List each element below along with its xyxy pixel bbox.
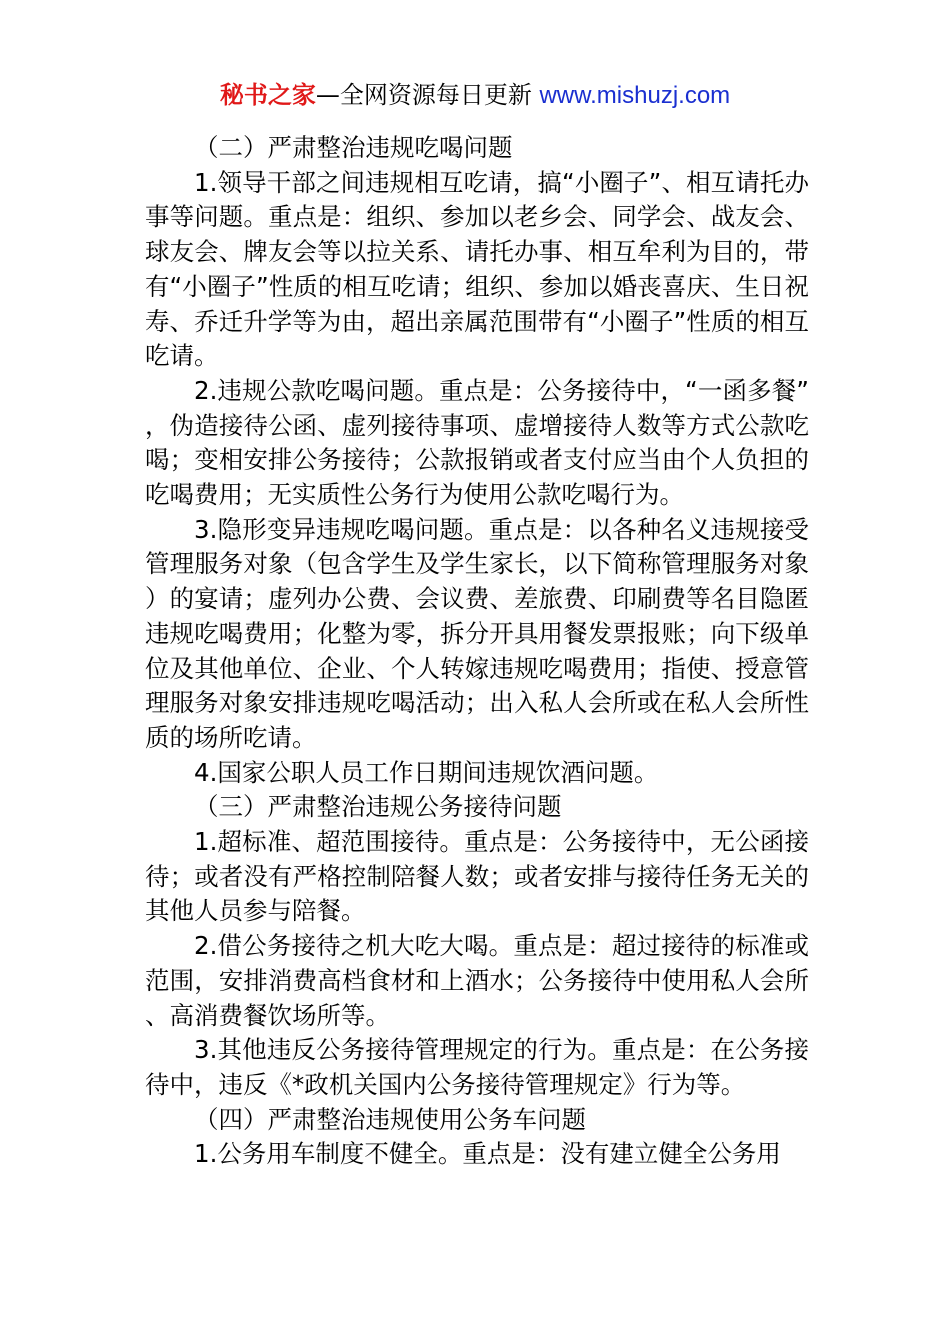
paragraph: 1.公务用车制度不健全。重点是：没有建立健全公务用 [194, 1139, 781, 1169]
paragraph: 3.其他违反公务接待管理规定的行为。重点是：在公务接待中，违反《*政机关国内公务接待管理规定》行为等。 [145, 1035, 809, 1099]
paragraph: 2.借公务接待之机大吃大喝。重点是：超过接待的标准或范围，安排消费高档食材和上酒水；公务接待中使用私人会所、高消费餐饮场所等。 [145, 931, 809, 1030]
section-heading-2: （二）严肃整治违规吃喝问题 [194, 133, 513, 162]
section-heading-4: （四）严肃整治违规使用公务车问题 [194, 1104, 586, 1134]
brand-name: 秘书之家 [219, 81, 316, 109]
document-body [145, 131, 809, 1172]
header-tagline: —全网资源每日更新 [315, 81, 540, 109]
paragraph: 3.隐形变异违规吃喝问题。重点是：以各种名义违规接受管理服务对象（包含学生及学生家长，以下简称管理服务对象）的宴请；虚列办公费、会议费、差旅费、印刷费等名目隐匿违规吃喝费用；化整为零，拆分开具用餐发票报账；向下级单位及其他单位、企业、个人转嫁违规吃喝费用；指使、授意管理服务对象安排违规吃喝活动；出入私人会所或在私人会所性质的场所吃请。 [145, 514, 809, 752]
paragraph: 2.违规公款吃喝问题。重点是：公务接待中，“一函多餐”，伪造接待公函、虚列接待事项、虚增接待人数等方式公款吃喝；变相安排公务接待；公款报销或者支付应当由个人负担的吃喝费用；无实质性公务行为使用公款吃喝行为。 [145, 375, 809, 510]
paragraph: 1.超标准、超范围接待。重点是：公务接待中，无公函接待；或者没有严格控制陪餐人数；或者安排与接待任务无关的其他人员参与陪餐。 [145, 827, 809, 926]
page-header [0, 78, 950, 113]
paragraph: 4.国家公职人员工作日期间违规饮酒问题。 [194, 757, 659, 787]
site-url-link[interactable]: www.mishuzj.com [539, 82, 731, 109]
section-heading-3: （三）严肃整治违规公务接待问题 [194, 792, 562, 822]
paragraph: 1.领导干部之间违规相互吃请，搞“小圈子”、相互请托办事等问题。重点是：组织、参加以老乡会、同学会、战友会、球友会、牌友会等以拉关系、请托办事、相互牟利为目的，带有“小圈子”性质的相互吃请；组织、参加以婚丧喜庆、生日祝寿、乔迁升学等为由，超出亲属范围带有“小圈子”性质的相互吃请。 [145, 167, 809, 371]
